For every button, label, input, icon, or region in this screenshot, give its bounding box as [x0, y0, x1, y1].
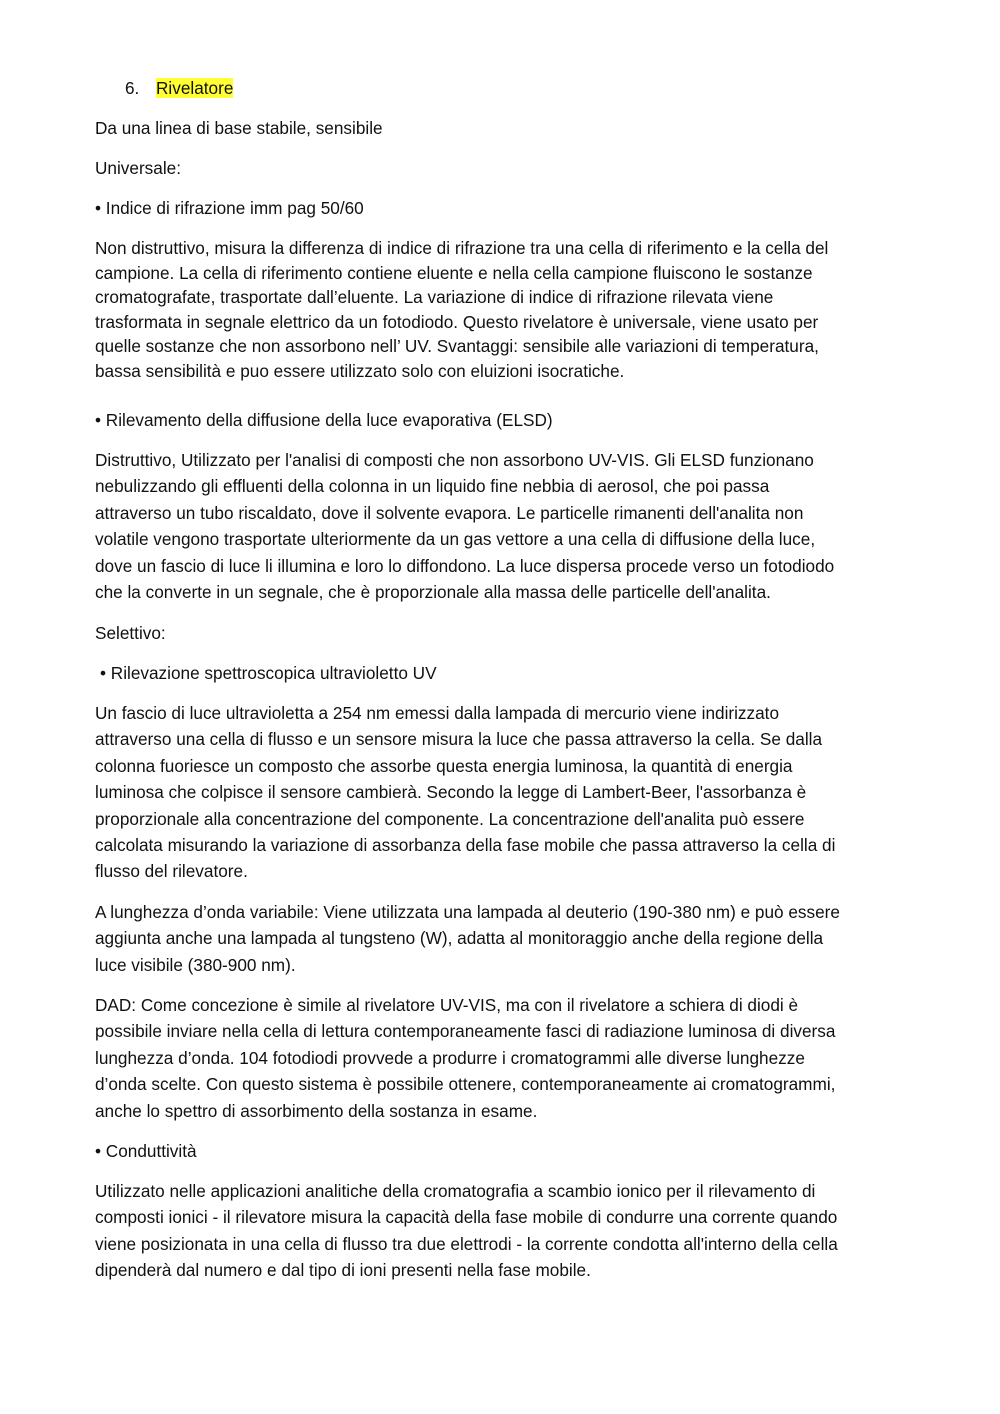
text-line: possibile inviare nella cella di lettura contemporaneamente fasci di radiazione luminosa di diversa: [95, 1021, 836, 1042]
text-line: attraverso una cella di flusso e un sensore misura la luce che passa attraverso la cella. Se dalla: [95, 729, 823, 750]
text-line: d’onda scelte. Con questo sistema è possibile ottenere, contemporaneamente ai cromatogrammi,: [95, 1074, 836, 1095]
text-line: quelle sostanze che non assorbono nell’ UV. Svantaggi: sensibile alle variazioni di temperatura,: [95, 336, 819, 357]
dad-paragraph: [95, 992, 907, 1124]
conductivity-paragraph: [95, 1178, 907, 1284]
variable-wavelength-paragraph: [95, 899, 907, 978]
text-line: Un fascio di luce ultravioletta a 254 nm emessi dalla lampada di mercurio viene indirizzato: [95, 703, 780, 723]
uv-paragraph: [95, 700, 907, 885]
text-line: Distruttivo, Utilizzato per l'analisi di composti che non assorbono UV-VIS. Gli ELSD funzionano: [95, 450, 814, 470]
text-line: volatile vengono trasportate ulteriormente da un gas vettore a una cella di diffusione della luce,: [95, 529, 816, 550]
text-line: anche lo spettro di assorbimento della sostanza in esame.: [95, 1100, 538, 1121]
text-line: attraverso un tubo riscaldato, dove il solvente evapora. Le particelle rimanenti dell'analita non: [95, 502, 804, 523]
intro-text: Da una linea di base stabile, sensibile: [95, 118, 383, 138]
text-line: nebulizzando gli effluenti della colonna in un liquido fine nebbia di aerosol, che poi passa: [95, 476, 770, 497]
elsd-heading: • Rilevamento della diffusione della luce evaporativa (ELSD): [95, 410, 553, 430]
text-line: viene posizionata in una cella di flusso tra due elettrodi - la corrente condotta all'interno della cella: [95, 1233, 838, 1254]
text-line: dove un fascio di luce li illumina e loro lo diffondono. La luce dispersa procede verso un fotodiodo: [95, 555, 835, 576]
text-line: composti ionici - il rilevatore misura la capacità della fase mobile di condurre una corrente quando: [95, 1207, 838, 1228]
text-line: trasformata in segnale elettrico da un fotodiodo. Questo rivelatore è universale, viene usato per: [95, 311, 819, 332]
refraction-heading: • Indice di rifrazione imm pag 50/60: [95, 198, 364, 218]
text-line: DAD: Come concezione è simile al rivelatore UV-VIS, ma con il rivelatore a schiera di diodi è: [95, 995, 799, 1015]
uv-heading: • Rilevazione spettroscopica ultravioletto UV: [100, 663, 437, 683]
universal-label: Universale:: [95, 158, 181, 178]
text-line: calcolata misurando la variazione di assorbanza della fase mobile che passa attraverso la cella di: [95, 835, 836, 856]
refraction-paragraph: [95, 236, 907, 384]
text-line: colonna fuoriesce un composto che assorbe questa energia luminosa, la quantità di energia: [95, 755, 793, 776]
elsd-paragraph: [95, 447, 907, 605]
text-line: A lunghezza d’onda variabile: Viene utilizzata una lampada al deuterio (190-380 nm) e può essere: [95, 902, 840, 922]
section-number: 6.: [125, 78, 140, 98]
selective-label: Selettivo:: [95, 623, 166, 643]
text-line: aggiunta anche una lampada al tungsteno (W), adatta al monitoraggio anche della regione della: [95, 928, 824, 949]
text-line: che la converte in un segnale, che è proporzionale alla massa delle particelle dell'analita.: [95, 582, 771, 603]
conductivity-heading: • Conduttività: [95, 1141, 197, 1161]
text-line: campione. La cella di riferimento contiene eluente e nella cella campione fluiscono le sostanze: [95, 262, 813, 283]
section-heading: [125, 75, 937, 101]
text-line: cromatografate, trasportate dall’eluente. La variazione di indice di rifrazione rilevata viene: [95, 287, 774, 308]
text-line: luce visibile (380-900 nm).: [95, 954, 296, 975]
text-line: flusso del rilevatore.: [95, 861, 248, 882]
text-line: dipenderà dal numero e dal tipo di ioni presenti nella fase mobile.: [95, 1260, 591, 1281]
text-line: luminosa che colpisce il sensore cambierà. Secondo la legge di Lambert-Beer, l'assorbanza è: [95, 782, 807, 803]
text-line: lunghezza d’onda. 104 fotodiodi provvede a produrre i cromatogrammi alle diverse lunghezze: [95, 1047, 805, 1068]
text-line: Utilizzato nelle applicazioni analitiche della cromatografia a scambio ionico per il rilevamento di: [95, 1181, 816, 1201]
text-line: bassa sensibilità e puo essere utilizzato solo con eluizioni isocratiche.: [95, 360, 625, 381]
text-line: Non distruttivo, misura la differenza di indice di rifrazione tra una cella di riferimento e la cella del: [95, 238, 829, 258]
section-title: Rivelatore: [156, 78, 234, 98]
text-line: proporzionale alla concentrazione del componente. La concentrazione dell'analita può essere: [95, 808, 805, 829]
